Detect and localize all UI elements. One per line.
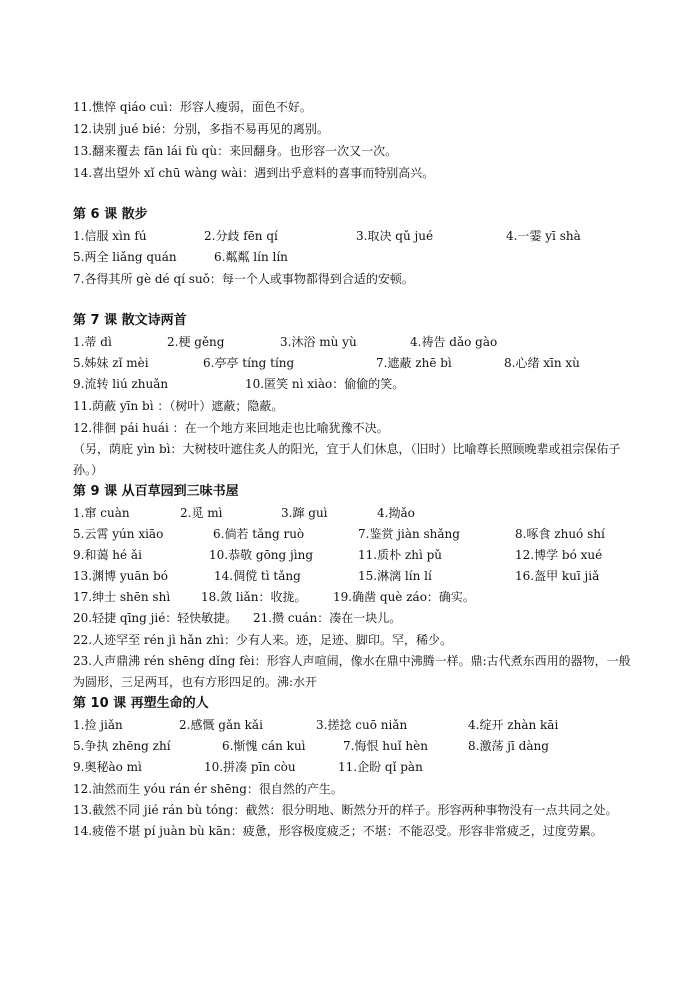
vocab-row: [73, 503, 633, 524]
vocab-row: [73, 736, 633, 757]
vocab-item: 6.粼粼 lín lín: [214, 250, 288, 264]
vocab-item: 12.徘徊 pái huái ：在一个地方来回地走也比喻犹豫不决。: [73, 421, 389, 435]
vocab-item: 8.心绪 xīn xù: [504, 356, 580, 370]
lesson-7-section: [73, 310, 633, 481]
vocab-item: 22.人迹罕至 rén jì hǎn zhì：少有人来。迹，足迹、脚印。罕，稀少。: [73, 633, 452, 647]
vocab-item: 17.绅士 shēn shì: [73, 590, 171, 604]
lesson-6-title: 第 6 课 散步: [73, 207, 148, 222]
vocab-row: [73, 545, 633, 566]
lesson-9-section: [73, 481, 633, 693]
vocab-row: [73, 608, 633, 629]
vocab-item: 5.云霄 yún xiāo: [73, 527, 164, 541]
vocab-item: 2.分歧 fēn qí: [204, 229, 278, 243]
lesson-9-title: 第 9 课 从百草园到三味书屋: [73, 484, 239, 499]
vocab-item: 14.喜出望外 xǐ chū wàng wài：遇到出乎意料的喜事而特别高兴。: [73, 166, 435, 180]
vocab-item: 6.惭愧 cán kuì: [222, 739, 306, 753]
vocab-item: 1.捡 jiǎn: [73, 718, 123, 732]
vocab-item: 7.遮蔽 zhē bì: [376, 356, 452, 370]
vocab-row: [73, 587, 633, 608]
vocab-item: 19.确凿 què záo：确实。: [333, 590, 475, 604]
vocab-item: 9.和蔼 hé ǎi: [73, 548, 142, 562]
vocab-item: 11.憔悴 qiáo cuì：形容人瘦弱，面色不好。: [73, 100, 312, 114]
vocab-item: 6.亭亭 tíng tíng: [203, 356, 295, 370]
vocab-item: 9.奥秘ào mì: [73, 760, 142, 774]
vocab-item: 12.油然而生 yóu rán ér shēng：很自然的产生。: [73, 782, 343, 796]
vocab-item: 4.绽开 zhàn kāi: [468, 718, 559, 732]
vocab-item: 14.倜傥 tì tǎng: [214, 569, 301, 583]
vocab-item: 3.沐浴 mù yù: [280, 335, 357, 349]
vocab-item: 11.质朴 zhì pǔ: [358, 548, 443, 562]
vocab-item: 13.渊博 yuān bó: [73, 569, 169, 583]
vocab-item: 1.蒂 dì: [73, 335, 112, 349]
vocab-item: 3.蹿 guì: [281, 506, 328, 520]
vocab-item: 13.截然不同 jié rán bù tóng：截然：很分明地、断然分开的样子。形容两种事物没有一点共同之处。: [73, 803, 618, 817]
lesson-10-title: 第 10 课 再塑生命的人: [73, 696, 209, 711]
vocab-item: 10.恭敬 gōng jìng: [209, 548, 313, 562]
vocab-item: 14.疲倦不堪 pí juàn bù kān：疲惫，形容极度疲乏；不堪：不能忍受。形容非常疲乏，过度劳累。: [73, 824, 603, 838]
vocab-item: 3.取决 qǔ jué: [356, 229, 434, 243]
vocab-item: 10.匿笑 nì xiào：偷偷的笑。: [245, 377, 405, 391]
vocab-item: 3.搓捻 cuō niǎn: [316, 718, 408, 732]
vocab-item: 2.感慨 gǎn kǎi: [179, 718, 263, 732]
vocab-item: 13.翻来覆去 fān lái fù qù：来回翻身。也形容一次又一次。: [73, 144, 398, 158]
vocab-row: [73, 524, 633, 545]
vocab-row: [73, 226, 633, 247]
vocab-item: 7.悔恨 huǐ hèn: [343, 739, 428, 753]
vocab-row: [73, 332, 633, 353]
lesson-7-title: 第 7 课 散文诗两首: [73, 313, 187, 328]
vocab-item: 11.荫蔽 yīn bì ：（树叶）遮蔽；隐蔽。: [73, 399, 284, 413]
vocab-item: 1.信服 xìn fú: [73, 229, 147, 243]
vocab-item: 23.人声鼎沸 rén shēng dǐng fèi：形容人声喧闹，像水在鼎中沸腾一样。鼎:古代煮东西用的器物，一般为圆形，三足两耳，也有方形四足的。沸:水开: [73, 654, 631, 689]
vocab-item: 1.窜 cuàn: [73, 506, 130, 520]
vocab-item: 15.淋漓 lín lí: [358, 569, 432, 583]
vocab-item: 2.觅 mì: [180, 506, 223, 520]
vocab-item: 12.诀别 jué bié：分别，多指不易再见的离别。: [73, 122, 329, 136]
vocab-item: 18.敛 liǎn：收拢。: [201, 590, 307, 604]
vocab-item: 11.企盼 qǐ pàn: [338, 760, 423, 774]
vocab-item: 8.激荡 jī dàng: [468, 739, 549, 753]
document-page: [73, 96, 633, 842]
vocab-row: [73, 566, 633, 587]
vocab-item: 5.两全 liǎng quán: [73, 250, 177, 264]
vocab-row: [73, 247, 633, 268]
vocab-item: 10.拼凑 pīn còu: [204, 760, 296, 774]
vocab-item: 9.流转 liú zhuǎn: [73, 377, 169, 391]
vocab-item: 7.鉴赏 jiàn shǎng: [358, 527, 460, 541]
vocab-item: 4.一霎 yī shà: [506, 229, 581, 243]
lesson-6-section: [73, 204, 633, 290]
vocab-row: [73, 715, 633, 736]
vocab-item: 6.倘若 tǎng ruò: [213, 527, 305, 541]
vocab-item: 16.盔甲 kuī jiǎ: [515, 569, 600, 583]
vocab-item: 8.啄食 zhuó shí: [515, 527, 605, 541]
lesson-10-section: [73, 693, 633, 842]
vocab-row: [73, 757, 633, 778]
vocab-item: 5.姊妹 zǐ mèi: [73, 356, 149, 370]
vocab-item: 21.攒 cuán：凑在一块儿。: [253, 611, 402, 625]
vocab-row: [73, 353, 633, 374]
vocab-item: 4.拗ǎo: [377, 506, 415, 520]
vocab-block-continued: [73, 96, 633, 184]
vocab-note: （另，荫庇 yìn bì：大树枝叶遮住炙人的阳光，宜于人们休息，（旧时）比喻尊长照顾晚辈或祖宗保佑子孙。）: [73, 442, 621, 477]
vocab-item: 5.争执 zhēng zhí: [73, 739, 171, 753]
vocab-item: 4.祷告 dǎo gào: [410, 335, 498, 349]
vocab-item: 12.博学 bó xué: [515, 548, 603, 562]
vocab-row: [73, 374, 633, 395]
vocab-item: 20.轻捷 qīng jié：轻快敏捷。: [73, 611, 238, 625]
vocab-item: 2.梗 gěng: [167, 335, 225, 349]
vocab-item: 7.各得其所 gè dé qí suǒ：每一个人或事物都得到合适的安顿。: [73, 272, 414, 286]
